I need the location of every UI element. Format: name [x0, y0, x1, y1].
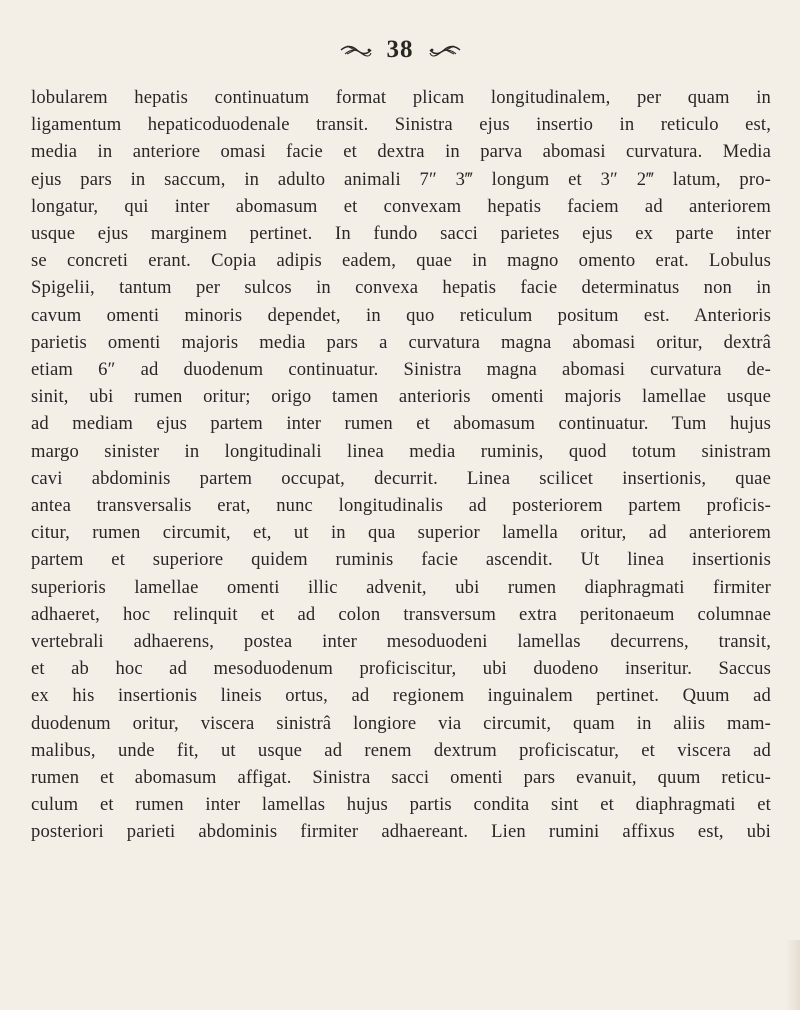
page-edge-shadow — [786, 940, 800, 1010]
text-line: ad mediam ejus partem inter rumen et abomasum continuatur. Tum hujus — [31, 413, 771, 435]
text-line: rumen et abomasum affigat. Sinistra sacci omenti pars evanuit, quum reticu- — [31, 767, 771, 789]
text-line: duodenum oritur, viscera sinistrâ longiore via circumit, quam in aliis mam- — [31, 712, 771, 734]
text-line: media in anteriore omasi facie et dextra in parva abomasi curvatura. Media — [31, 141, 771, 163]
text-line: ejus pars in saccum, in adulto animali 7″ 3‴ longum et 3″ 2‴ latum, pro- — [31, 168, 771, 190]
text-line: culum et rumen inter lamellas hujus partis condita sint et diaphragmati et — [31, 794, 771, 816]
text-line: posteriori parieti abdominis firmiter adhaereant. Lien rumini affixus est, ubi — [31, 821, 771, 843]
text-line: parietis omenti majoris media pars a curvatura magna abomasi oritur, dextrâ — [31, 331, 771, 353]
text-line: se concreti erant. Copia adipis eadem, quae in magno omento erat. Lobulus — [31, 250, 771, 272]
page-header — [0, 36, 800, 64]
body-text — [31, 84, 771, 846]
text-line: usque ejus marginem pertinet. In fundo sacci parietes ejus ex parte inter — [31, 223, 771, 245]
text-line: malibus, unde fit, ut usque ad renem dextrum proficiscatur, et viscera ad — [31, 739, 771, 761]
text-line: margo sinister in longitudinali linea media ruminis, quod totum sinistram — [31, 440, 771, 462]
right-flourish-icon — [428, 41, 462, 59]
text-line: etiam 6″ ad duodenum continuatur. Sinistra magna abomasi curvatura de- — [31, 359, 771, 381]
text-line: ex his insertionis lineis ortus, ad regionem inguinalem pertinet. Quum ad — [31, 685, 771, 707]
text-line: antea transversalis erat, nunc longitudinalis ad posteriorem partem proficis- — [31, 495, 771, 517]
text-line: cavi abdominis partem occupat, decurrit. Linea scilicet insertionis, quae — [31, 467, 771, 489]
text-line: adhaeret, hoc relinquit et ad colon transversum extra peritonaeum columnae — [31, 603, 771, 625]
text-line: partem et superiore quidem ruminis facie ascendit. Ut linea insertionis — [31, 549, 771, 571]
text-line: superioris lamellae omenti illic advenit, ubi rumen diaphragmati firmiter — [31, 576, 771, 598]
text-line: lobularem hepatis continuatum format plicam longitudinalem, per quam in — [31, 87, 771, 108]
text-line: Spigelii, tantum per sulcos in convexa hepatis facie determinatus non in — [31, 277, 771, 299]
text-line: citur, rumen circumit, et, ut in qua superior lamella oritur, ad anteriorem — [31, 522, 771, 544]
text-line: sinit, ubi rumen oritur; origo tamen anterioris omenti majoris lamellae usque — [31, 386, 771, 408]
text-line: cavum omenti minoris dependet, in quo reticulum positum est. Anterioris — [31, 304, 771, 326]
text-line: et ab hoc ad mesoduodenum proficiscitur, ubi duodeno inseritur. Saccus — [31, 658, 771, 680]
left-flourish-icon — [339, 41, 373, 59]
text-line: vertebrali adhaerens, postea inter mesoduodeni lamellas decurrens, transit, — [31, 631, 771, 653]
page-number: 38 — [386, 36, 414, 63]
text-line: ligamentum hepaticoduodenale transit. Sinistra ejus insertio in reticulo est, — [31, 114, 771, 136]
text-line: longatur, qui inter abomasum et convexam hepatis faciem ad anteriorem — [31, 195, 771, 217]
